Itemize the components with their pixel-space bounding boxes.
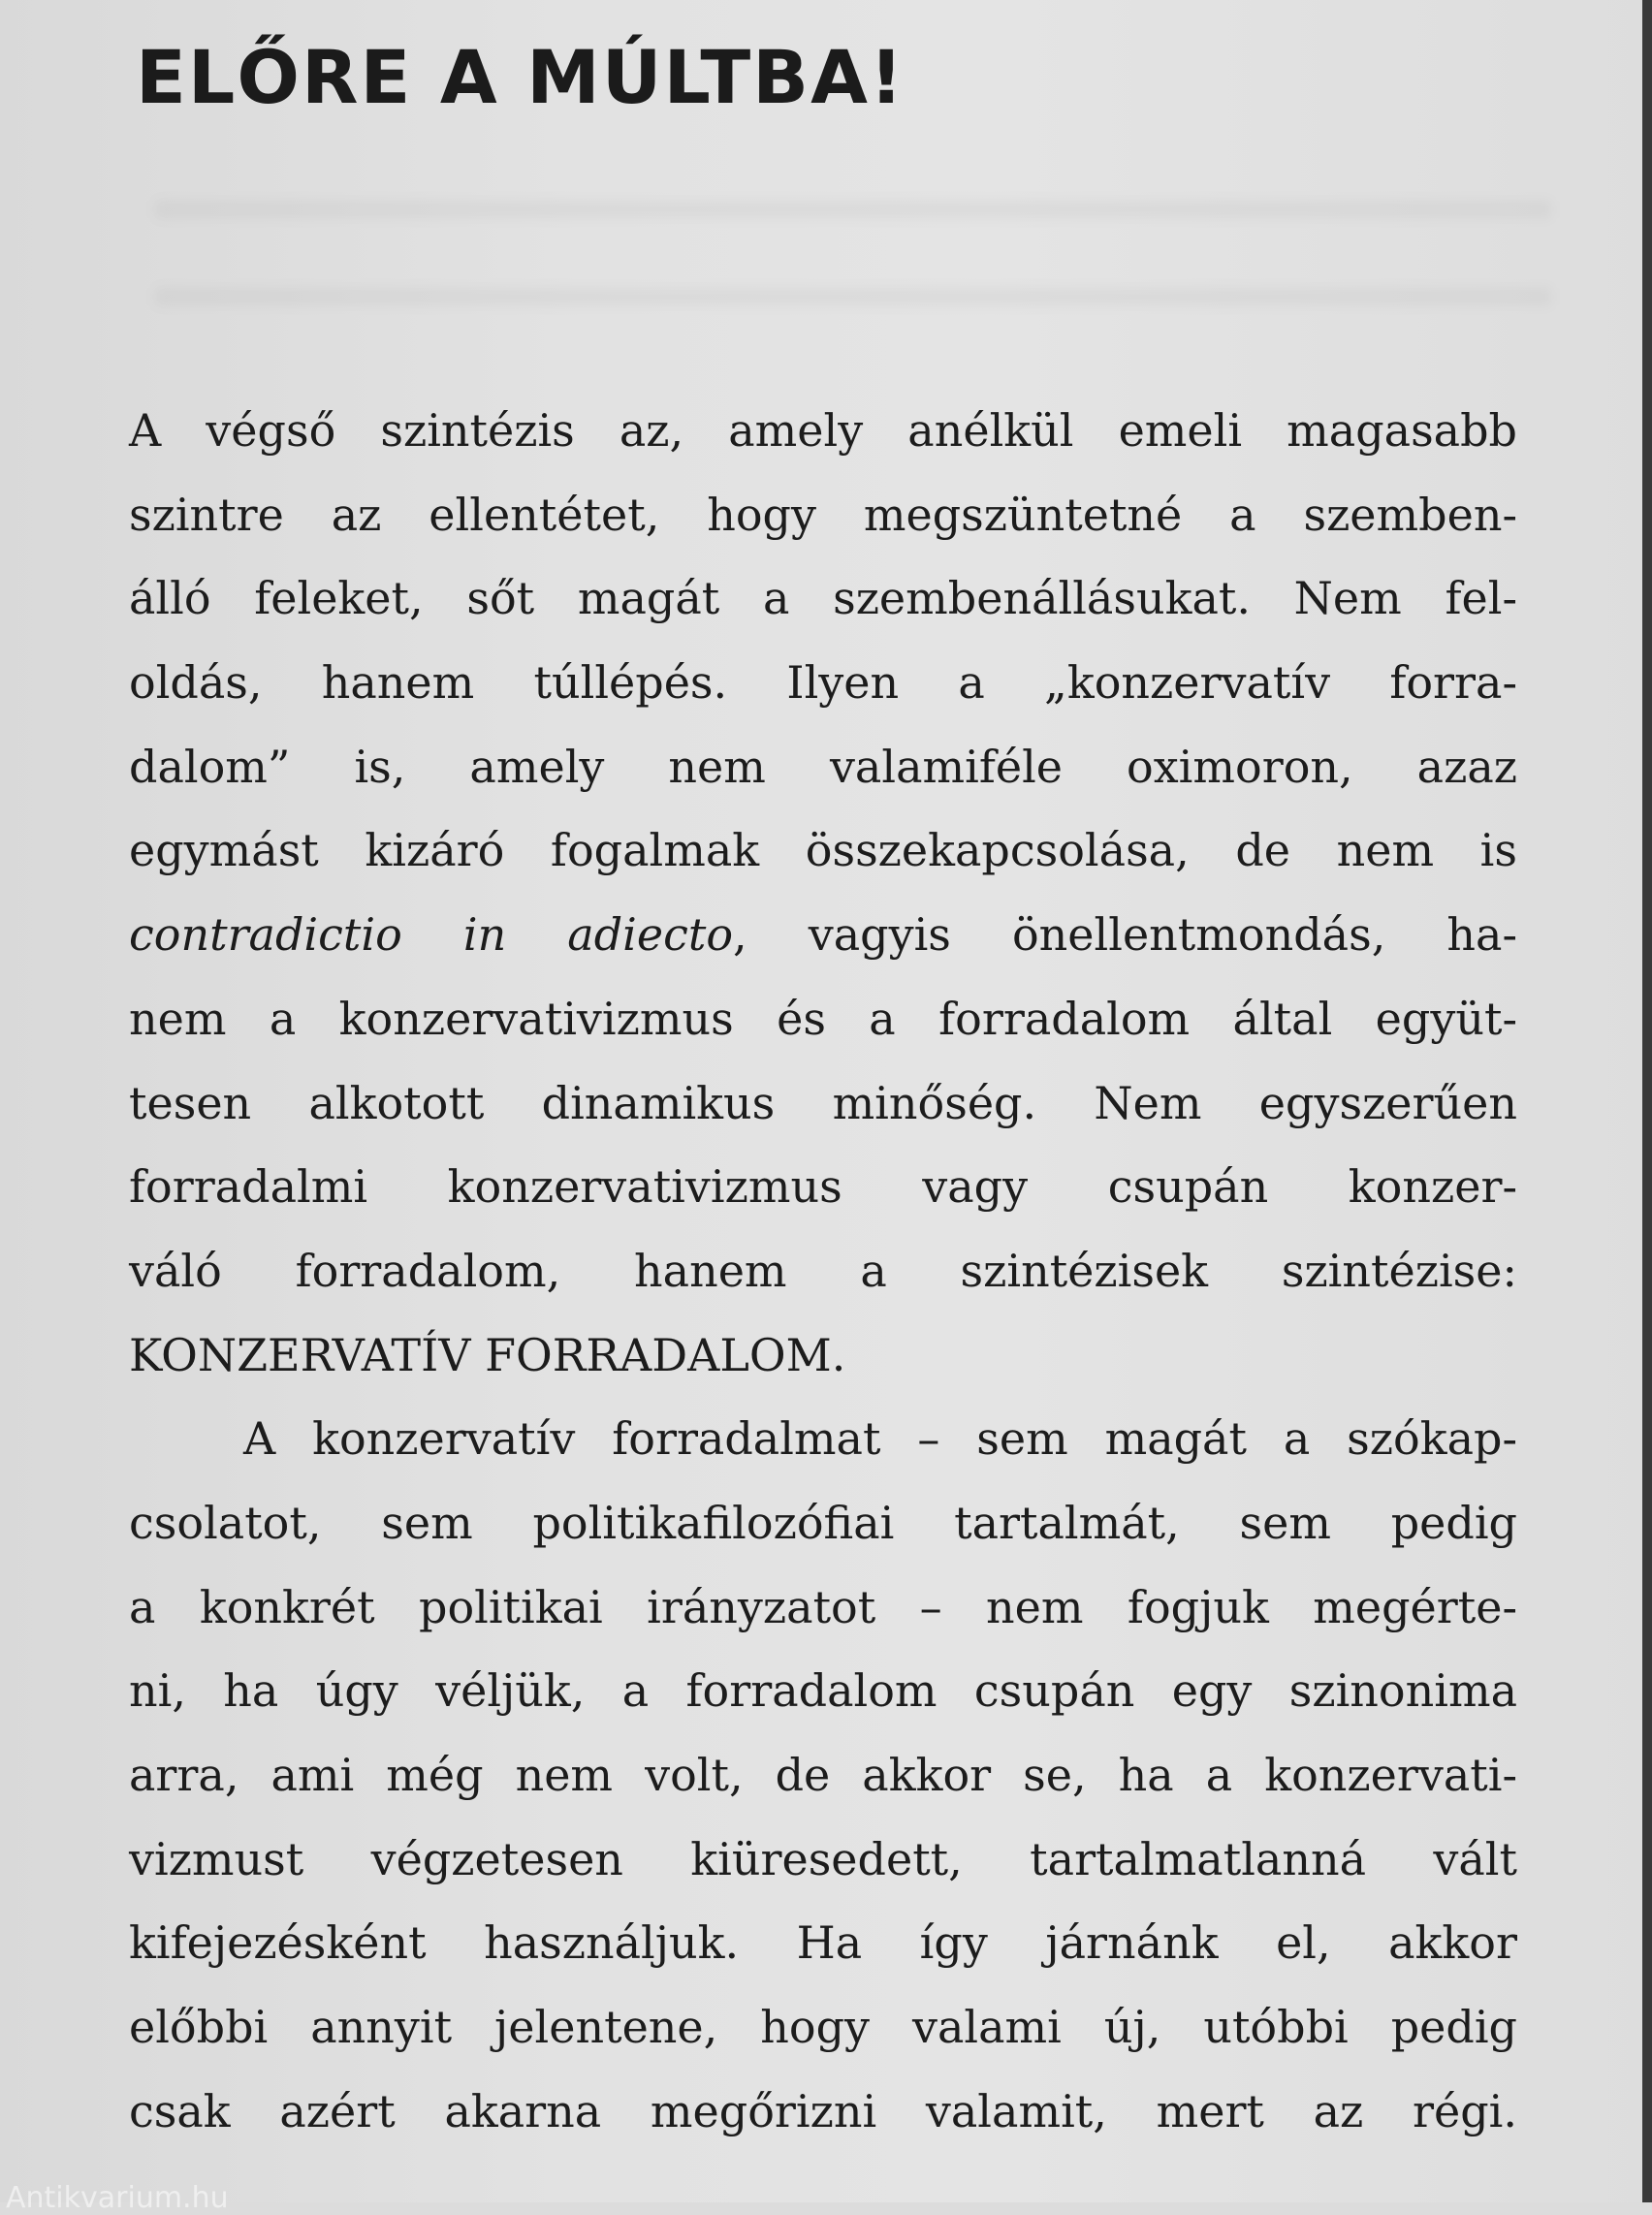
text-line: dalom” is, amely nem valamiféle oximoron, azaz xyxy=(129,740,1517,793)
show-through-text xyxy=(155,160,1551,364)
text-line: vizmust végzetesen kiüresedett, tartalmatlanná vált xyxy=(129,1832,1517,1885)
text-line: előbbi annyit jelentene, hogy valami új, utóbbi pedig xyxy=(129,2001,1517,2054)
text-line: tesen alkotott dinamikus minőség. Nem egyszerűen xyxy=(129,1076,1517,1129)
text-line: szintre az ellentétet, hogy megszüntetné a szemben- xyxy=(129,488,1517,541)
text-line: kifejezésként használjuk. Ha így járnánk el, akkor xyxy=(129,1916,1517,1970)
italic-phrase: contradictio in adiecto xyxy=(129,908,734,962)
text-line: a konkrét politikai irányzatot – nem fogjuk megérte- xyxy=(129,1580,1517,1633)
text-line: arra, ami még nem volt, de akkor se, ha a konzervati- xyxy=(129,1749,1517,1801)
text-line: egymást kizáró fogalmak összekapcsolása, de nem is xyxy=(129,824,1517,877)
text-line: A végső szintézis az, amely anélkül emeli magasabb xyxy=(129,404,1517,457)
text-line: nem a konzervativizmus és a forradalom által együt- xyxy=(129,992,1517,1045)
text-line-final: KONZERVATÍV FORRADALOM. xyxy=(129,1328,846,1381)
text-line: forradalmi konzervativizmus vagy csupán konzer- xyxy=(129,1160,1517,1214)
watermark: Antikvarium.hu xyxy=(6,2181,229,2215)
text-line: váló forradalom, hanem a szintézisek szintézise: xyxy=(129,1244,1517,1297)
text-line-mixed xyxy=(129,893,1517,977)
text-line-rest: , vagyis önellentmondás, ha- xyxy=(733,908,1518,962)
text-line: oldás, hanem túllépés. Ilyen a „konzervatív forra- xyxy=(129,656,1517,710)
chapter-heading: ELŐRE A MÚLTBA! xyxy=(136,34,905,120)
page-edge xyxy=(1642,0,1652,2202)
text-line: álló feleket, sőt magát a szembenállásukat. Nem fel- xyxy=(129,572,1517,625)
text-line: csak azért akarna megőrizni valamit, mert az régi. xyxy=(129,2084,1517,2137)
text-line: ni, ha úgy véljük, a forradalom csupán egy szinonima xyxy=(129,1664,1517,1718)
text-line: csolatot, sem politikafilozófiai tartalmát, sem pedig xyxy=(129,1496,1517,1549)
body-text xyxy=(129,389,1517,2153)
text-line-indented: A konzervatív forradalmat – sem magát a szókap- xyxy=(243,1412,1517,1466)
